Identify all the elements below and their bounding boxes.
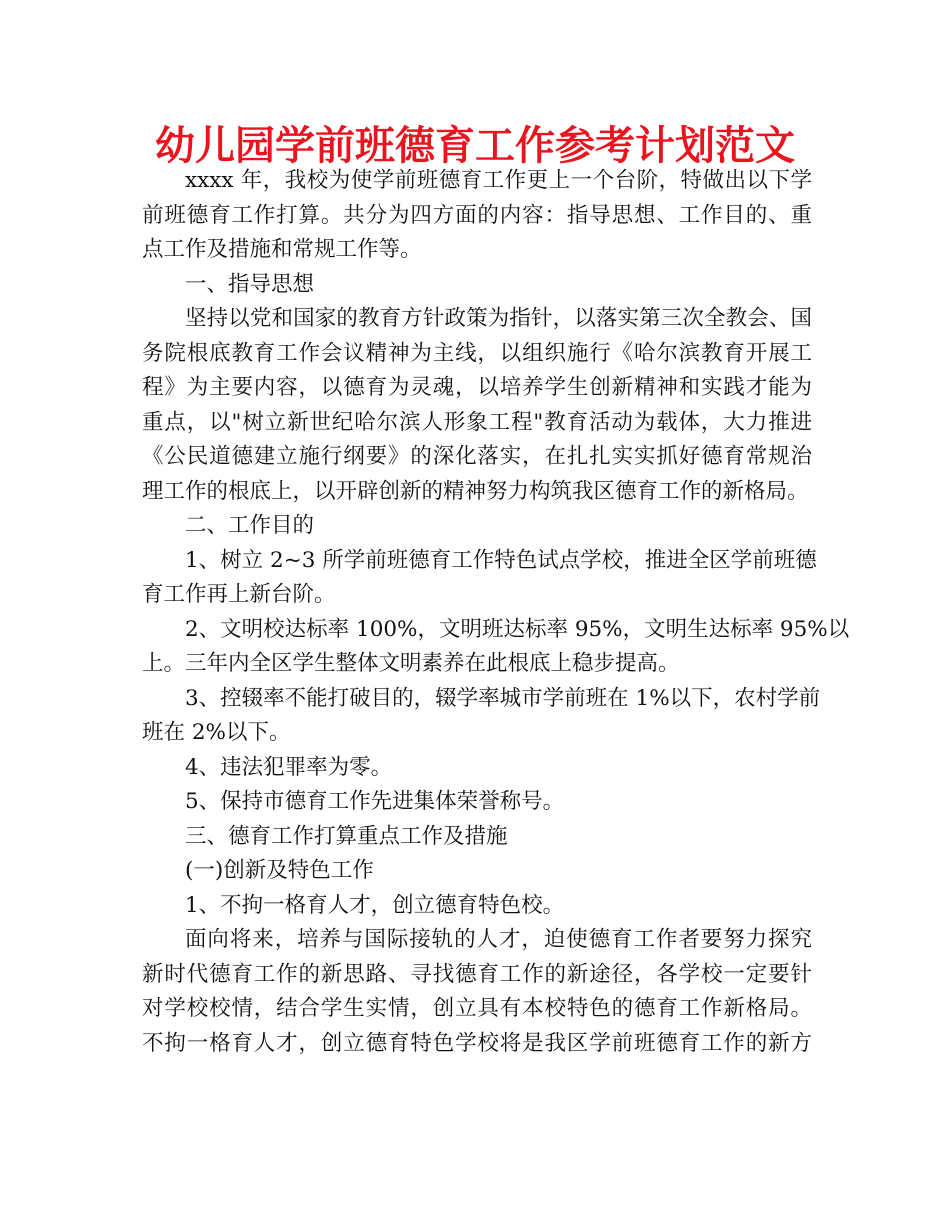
body-line: 前班德育工作打算。共分为四方面的内容：指导思想、工作目的、重 bbox=[142, 202, 812, 228]
body-line: 理工作的根底上，以开辟创新的精神努力构筑我区德育工作的新格局。 bbox=[142, 478, 809, 504]
body-line: 5、保持市德育工作先进集体荣誉称号。 bbox=[185, 789, 565, 814]
body-line: 点工作及措施和常规工作等。 bbox=[142, 237, 422, 262]
body-line: 面向将来，培养与国际接轨的人才，迫使德育工作者要努力探究 bbox=[185, 927, 812, 952]
body-line: 三、德育工作打算重点工作及措施 bbox=[185, 823, 508, 849]
body-line: 不拘一格育人才，创立德育特色学校将是我区学前班德育工作的新方 bbox=[142, 1030, 812, 1056]
body-line: 1、不拘一格育人才，创立德育特色校。 bbox=[185, 892, 565, 918]
body-line: 1、树立 2~3 所学前班德育工作特色试点学校，推进全区学前班德 bbox=[185, 547, 817, 573]
body-line: xxxx 年，我校为使学前班德育工作更上一个台阶，特做出以下学 bbox=[185, 168, 812, 193]
body-line: 一、指导思想 bbox=[185, 271, 315, 297]
body-line: 程》为主要内容，以德育为灵魂，以培养学生创新精神和实践才能为 bbox=[142, 375, 812, 400]
document-title: 幼儿园学前班德育工作参考计划范文 bbox=[155, 123, 795, 169]
body-line: 4、违法犯罪率为零。 bbox=[185, 754, 393, 780]
body-line: 新时代德育工作的新思路、寻找德育工作的新途径，各学校一定要针 bbox=[142, 961, 812, 987]
body-line: 育工作再上新台阶。 bbox=[142, 582, 336, 607]
document-body bbox=[142, 164, 850, 1061]
body-line: 班在 2%以下。 bbox=[142, 720, 291, 745]
body-line: 对学校校情，结合学生实情，创立具有本校特色的德育工作新格局。 bbox=[142, 996, 812, 1021]
body-line: (一)创新及特色工作 bbox=[185, 858, 374, 883]
body-line: 2、文明校达标率 100%，文明班达标率 95%，文明生达标率 95%以 bbox=[185, 616, 850, 642]
body-line: 坚持以党和国家的教育方针政策为指针，以落实第三次全教会、国 bbox=[185, 306, 812, 331]
body-line: 重点，以"树立新世纪哈尔滨人形象工程"教育活动为载体，大力推进 bbox=[142, 409, 812, 435]
body-line: 务院根底教育工作会议精神为主线，以组织施行《哈尔滨教育开展工 bbox=[142, 340, 812, 366]
body-line: 二、工作目的 bbox=[185, 513, 315, 538]
body-line: 《公民道德建立施行纲要》的深化落实，在扎扎实实抓好德育常规治 bbox=[142, 444, 812, 469]
body-line: 3、控辍率不能打破目的，辍学率城市学前班在 1%以下，农村学前 bbox=[185, 685, 821, 711]
body-line: 上。三年内全区学生整体文明素养在此根底上稳步提高。 bbox=[142, 651, 680, 676]
